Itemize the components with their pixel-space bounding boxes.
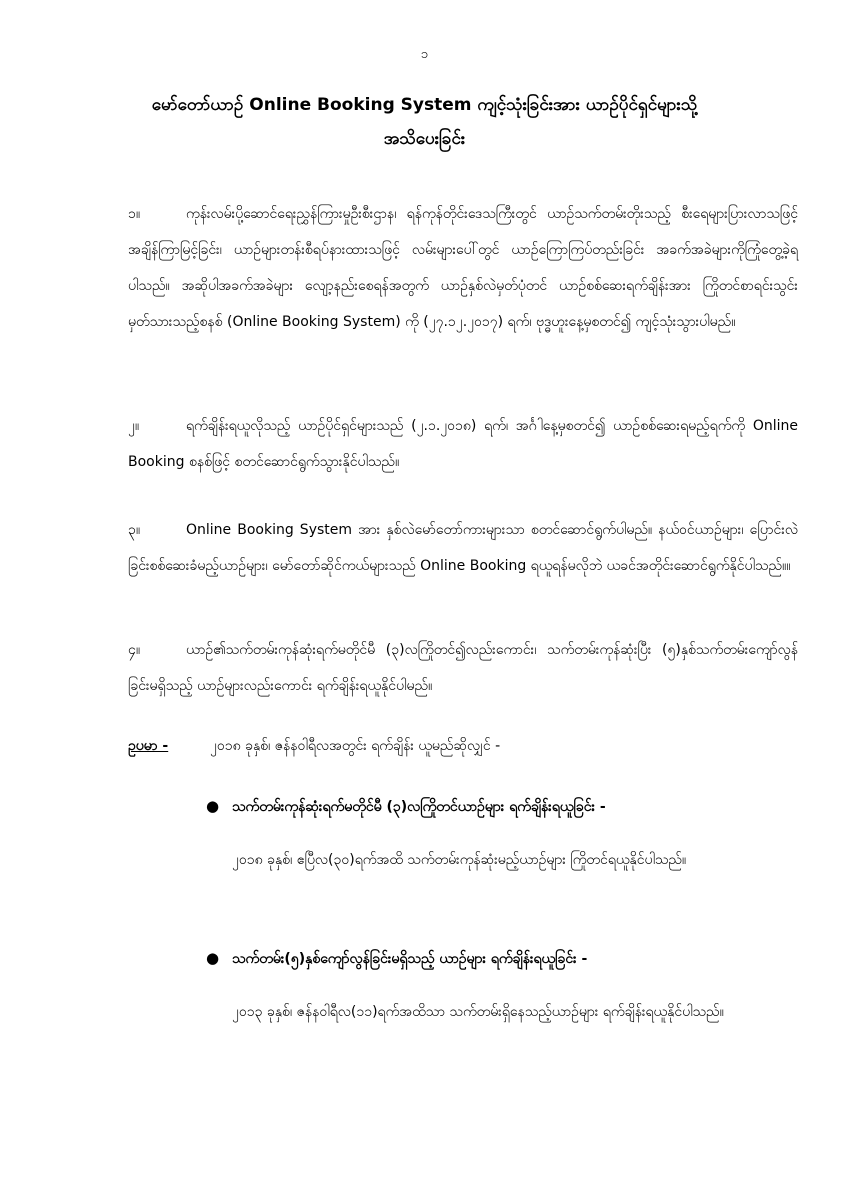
bullet-icon: ● bbox=[206, 949, 220, 967]
page-title bbox=[90, 88, 759, 156]
bullet-body-1: ၂၀၁၈ ခုနှစ်၊ ဧပြီလ(၃၀)ရက်အထိ သက်တမ်းကုန်ဆုံးမည့်ယာဉ်များ ကြိုတင်ရယူနိုင်ပါသည်။ bbox=[232, 852, 687, 868]
bullet-body-2: ၂၀၁၃ ခုနှစ်၊ ဇန်နဝါရီလ(၁၁)ရက်အထိသာ သက်တမ်းရှိနေသည့်ယာဉ်များ ရက်ချိန်းရယူနိုင်ပါသည်။ bbox=[232, 1004, 724, 1020]
bullet-icon: ● bbox=[206, 797, 220, 815]
bullet-heading-2 bbox=[206, 940, 796, 977]
paragraph-2 bbox=[128, 408, 798, 480]
title-line-1: မော်တော်ယာဉ် Online Booking System ကျင့်သုံးခြင်းအား ယာဉ်ပိုင်ရှင်များသို့ bbox=[151, 95, 698, 115]
paragraph-text: ယာဉ်၏သက်တမ်းကုန်ဆုံးရက်မတိုင်မီ (၃)လကြိုတင်၍လည်းကောင်း၊ သက်တမ်းကုန်ဆုံးပြီး (၅)နှစ်သက်တမ်းကျော်လွန်ခြင်းမရှိသည့် ယာဉ်များလည်းကောင်း ရက်ချိန်းရယူနိုင်ပါမည်။ bbox=[128, 642, 798, 694]
paragraph-text: ရက်ချိန်းရယူလိုသည့် ယာဉ်ပိုင်ရှင်များသည် (၂.၁.၂၀၁၈) ရက်၊ အင်္ဂါနေ့မှစတင်၍ ယာဉ်စစ်ဆေးရမည့်ရက်ကို Online Booking စနစ်ဖြင့် စတင်ဆောင်ရွက်သွားနိုင်ပါသည်။ bbox=[128, 418, 798, 470]
paragraph-1 bbox=[128, 196, 798, 340]
example-text: ၂၀၁၈ ခုနှစ်၊ ဇန်နဝါရီလအတွင်း ရက်ချိန်း ယူမည်ဆိုလျှင် - bbox=[210, 738, 501, 754]
title-line-2: အသိပေးခြင်း bbox=[383, 129, 466, 149]
bullet-heading-text: သက်တမ်း(၅)နှစ်ကျော်လွန်ခြင်းမရှိသည့် ယာဉ်များ ရက်ချိန်းရယူခြင်း - bbox=[232, 951, 588, 967]
paragraph-text: Online Booking System အား နှစ်လဲမော်တော်ကားများသာ စတင်ဆောင်ရွက်ပါမည်။ နယ်ဝင်ယာဉ်များ၊ ပြောင်းလဲခြင်းစစ်ဆေးခံမည့်ယာဉ်များ၊ မော်တော်ဆိုင်ကယ်များသည် Online Booking ရယူရန်မလိုဘဲ ယခင်အတိုင်းဆောင်ရွက်နိုင်ပါသည်။။ bbox=[128, 522, 798, 574]
paragraph-number: ၂။ bbox=[128, 418, 140, 434]
paragraph-number: ၁။ bbox=[128, 206, 141, 222]
paragraph-text: ကုန်းလမ်းပို့ဆောင်ရေးညွှန်ကြားမှုဦးစီးဌာန၊ ရန်ကုန်တိုင်းဒေသကြီးတွင် ယာဉ်သက်တမ်းတိုးသည့် စီးရေများပြားလာသဖြင့်အချိန်ကြာမြင့်ခြင်း၊ ယာဉ်များတန်းစီရပ်နားထားသဖြင့် လမ်းများပေါ်တွင် ယာဉ်ကြောကြပ်တည်းခြင်း အခက်အခဲများကိုကြုံတွေ့ခဲ့ရပါသည်။ အဆိုပါအခက်အခဲများ လျော့နည်းစေရန်အတွက် ယာဉ်နှစ်လဲမှတ်ပုံတင် ယာဉ်စစ်ဆေးရက်ချိန်းအား ကြိုတင်စာရင်းသွင်း မှတ်သားသည့်စနစ် (Online Booking System) ကို (၂၇.၁၂.၂၀၁၇) ရက်၊ ဗုဒ္ဓဟူးနေ့မှစတင်၍ ကျင့်သုံးသွားပါမည်။ bbox=[128, 206, 798, 330]
bullet-heading-1 bbox=[206, 788, 796, 825]
bullet-heading-text: သက်တမ်းကုန်ဆုံးရက်မတိုင်မီ (၃)လကြိုတင်ယာဉ်များ ရက်ချိန်းရယူခြင်း - bbox=[232, 799, 606, 815]
example-label: ဥပမာ - bbox=[128, 738, 169, 754]
paragraph-number: ၃။ bbox=[128, 522, 141, 538]
example-line bbox=[128, 728, 798, 764]
paragraph-4 bbox=[128, 632, 798, 704]
page-number: ၁ bbox=[420, 47, 429, 62]
paragraph-3 bbox=[128, 512, 798, 584]
paragraph-number: ၄။ bbox=[128, 642, 141, 658]
